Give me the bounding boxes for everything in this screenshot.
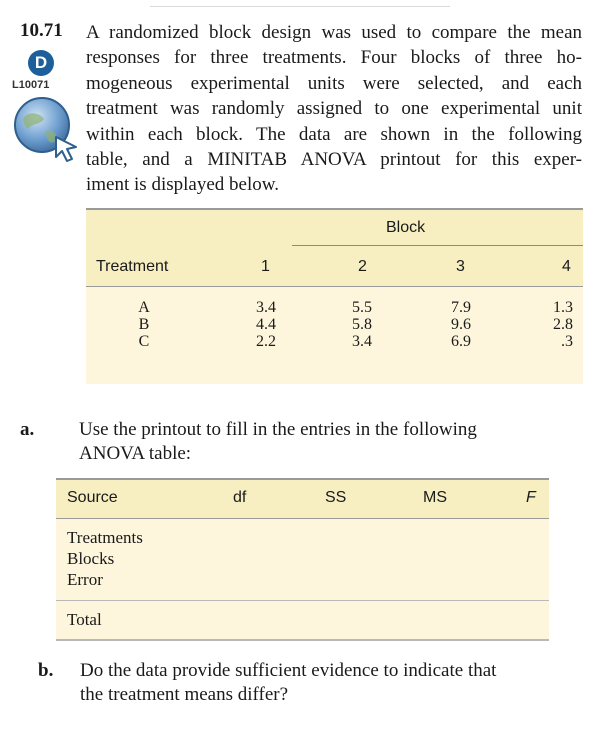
part-a-text [79, 418, 549, 466]
problem-line: responses for three treatments. Four blocks of three ho- [86, 47, 582, 69]
block-header: Block [386, 219, 426, 236]
block-col-header: 1 [261, 258, 270, 275]
anova-col-f: F [526, 489, 536, 506]
part-b-label: b. [38, 660, 54, 681]
table-cell: 9.6 [451, 316, 471, 333]
block-header-rule [292, 245, 583, 246]
table-cell: 1.3 [553, 299, 573, 316]
block-col-header: 2 [358, 258, 367, 275]
table-cell: 5.8 [352, 316, 372, 333]
block-col-header: 3 [456, 258, 465, 275]
treatment-label: A [138, 299, 150, 316]
treatment-header: Treatment [96, 258, 169, 275]
header-bottom-rule [86, 286, 583, 287]
anova-header-rule [56, 518, 549, 519]
table-top-rule [86, 208, 583, 210]
anova-total: Total [67, 610, 102, 629]
anova-col-df: df [233, 489, 247, 506]
table-cell: 3.4 [352, 333, 372, 350]
part-a-line: ANOVA table: [79, 443, 192, 464]
block-3-values [451, 299, 471, 350]
table-cell: 2.2 [256, 333, 276, 350]
anova-bottom-rule [56, 639, 549, 641]
anova-source: Error [67, 570, 103, 589]
table-cell: 5.5 [352, 299, 372, 316]
part-b-text [80, 659, 560, 707]
problem-text [86, 20, 582, 198]
problem-line: within each block. The data are shown in the following [86, 123, 582, 145]
treatment-labels [132, 299, 156, 350]
globe-cursor-icon [10, 95, 80, 165]
part-b-line: the treatment means differ? [80, 684, 289, 705]
treatment-label: B [138, 316, 150, 333]
problem-line: A randomized block design was used to compare the mean [86, 22, 582, 43]
anova-total-rule [56, 600, 549, 601]
anova-source: Treatments [67, 528, 143, 547]
block-1-values [256, 299, 276, 350]
anova-col-ss: SS [325, 489, 347, 506]
table-cell: 6.9 [451, 333, 471, 350]
table-cell: 2.8 [553, 316, 573, 333]
problem-line: table, and a MINITAB ANOVA printout for this exper- [86, 149, 582, 171]
problem-number: 10.71 [20, 20, 63, 41]
block-col-header: 4 [562, 258, 571, 275]
table-cell: .3 [561, 333, 573, 350]
table-cell: 3.4 [256, 299, 276, 316]
anova-col-source: Source [67, 489, 118, 506]
part-b-line: Do the data provide sufficient evidence to indicate that [80, 660, 497, 681]
data-set-badge: D [28, 50, 54, 76]
part-a-line: Use the printout to fill in the entries in the following [79, 419, 477, 440]
anova-source-list [67, 527, 143, 590]
problem-line: treatment was randomly assigned to one experimental unit [86, 98, 582, 120]
block-2-values [352, 299, 372, 350]
anova-source: Blocks [67, 549, 115, 568]
anova-table [56, 478, 549, 641]
block-4-values [531, 299, 573, 350]
table-cell: 4.4 [256, 316, 276, 333]
anova-col-ms: MS [423, 489, 447, 506]
problem-line: mogeneous experimental units were selected, and each [86, 72, 582, 94]
part-a-label: a. [20, 419, 35, 440]
table-cell: 7.9 [451, 299, 471, 316]
problem-line: iment is displayed below. [86, 174, 279, 196]
top-rule [150, 6, 450, 7]
learning-objective-label: L10071 [12, 79, 50, 91]
data-table [86, 208, 583, 384]
treatment-label: C [138, 333, 150, 350]
anova-header-band [56, 478, 549, 519]
anova-top-rule [56, 478, 549, 480]
